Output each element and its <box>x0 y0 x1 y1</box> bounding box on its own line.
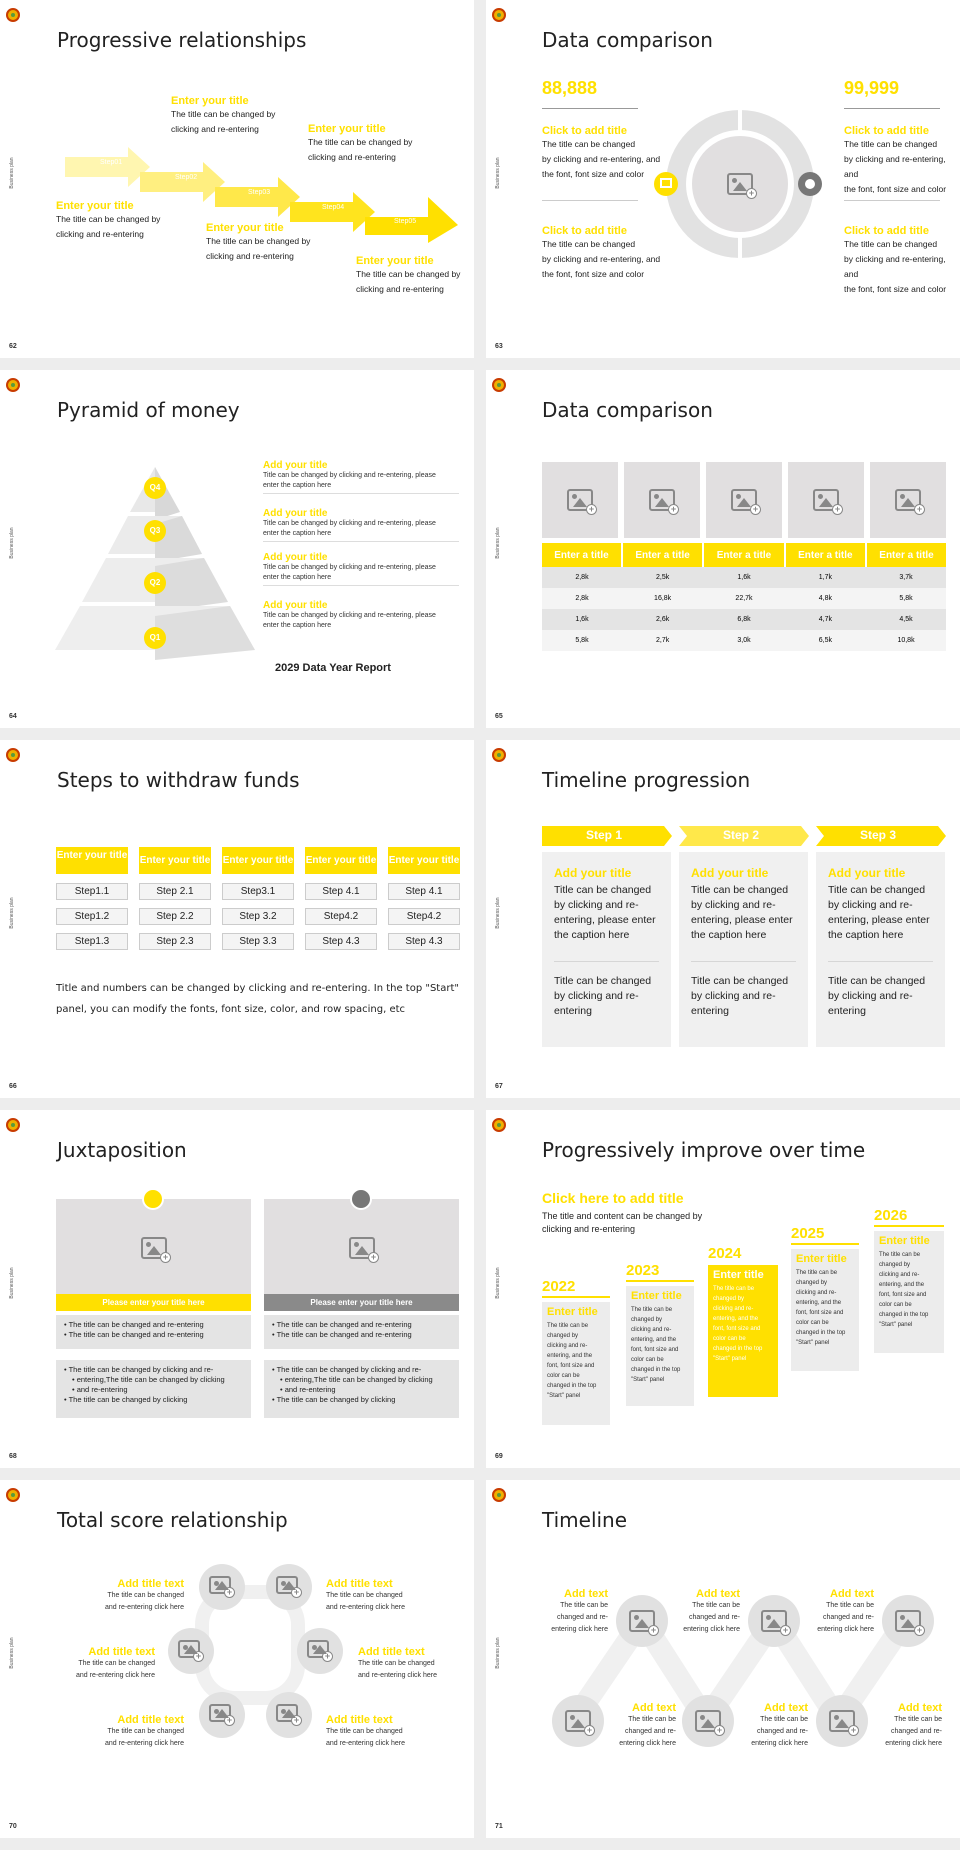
page-number: 68 <box>9 1453 17 1460</box>
slide-64[interactable] <box>0 370 474 728</box>
image-placeholder[interactable] <box>882 1595 934 1647</box>
slide-68[interactable] <box>0 1110 474 1468</box>
image-placeholder[interactable] <box>168 1628 214 1674</box>
logo-icon <box>492 378 506 392</box>
step-cell: Step 3.2 <box>222 908 294 925</box>
image-icon: + <box>895 1610 921 1632</box>
year-column: 2024 Enter title The title can be changed by clicking and re- entering, and the font, font size and color can be changed in the top "Start" panel <box>708 1245 778 1397</box>
step-text: Enter your title The title can be changed by clicking and re-entering <box>356 255 461 294</box>
image-placeholder[interactable] <box>748 1595 800 1647</box>
slide-65[interactable] <box>486 370 960 728</box>
side-label: Business plan <box>9 527 15 559</box>
level-text: Add your title Title can be changed by clicking and re-entering, please enter the caption here <box>263 600 436 629</box>
image-icon: + <box>731 489 757 511</box>
step-cell: Step 4.3 <box>388 933 460 950</box>
arrow-label: Step03 <box>248 189 271 196</box>
image-icon: + <box>209 1576 231 1594</box>
chart-icon <box>654 172 678 196</box>
level-badge: Q3 <box>144 520 166 542</box>
step-cell: Step 2.3 <box>139 933 211 950</box>
image-placeholder[interactable] <box>788 462 864 538</box>
page-number: 65 <box>495 713 503 720</box>
slide-69[interactable] <box>486 1110 960 1468</box>
table-row: 2,8k 2,5k 1,6k 1,7k 3,7k <box>542 567 946 588</box>
clock-icon <box>350 1188 372 1210</box>
image-icon: + <box>649 489 675 511</box>
chart-icon <box>142 1188 164 1210</box>
image-icon: + <box>829 1710 855 1732</box>
divider <box>542 200 638 201</box>
image-icon: + <box>349 1237 375 1259</box>
slide-70[interactable] <box>0 1480 474 1838</box>
side-label: Business plan <box>495 527 501 559</box>
image-icon: + <box>727 173 753 195</box>
step-cell: Step1.2 <box>56 908 128 925</box>
image-icon: + <box>276 1576 298 1594</box>
description: The title and content can be changed by clicking and re-entering <box>542 1211 703 1234</box>
slide-title: Progressive relationships <box>57 28 307 52</box>
side-label: Business plan <box>495 897 501 929</box>
step-cell: Step 3.3 <box>222 933 294 950</box>
table-header: Enter a title Enter a title Enter a title Enter a title Enter a title <box>542 543 946 567</box>
side-label: Business plan <box>495 1637 501 1669</box>
level-badge: Q1 <box>144 627 166 649</box>
slide-66[interactable] <box>0 740 474 1098</box>
image-placeholder[interactable] <box>266 1564 312 1610</box>
image-placeholder[interactable] <box>706 462 782 538</box>
panel-title-bar[interactable]: Please enter your title here <box>56 1294 251 1311</box>
image-icon: + <box>209 1704 231 1722</box>
arrow-label: Step01 <box>100 159 123 166</box>
step-cell: Step1.1 <box>56 883 128 900</box>
step-text: Enter your title The title can be changed by clicking and re-entering <box>308 123 413 162</box>
item-text: Add title text The title can be changed and re-entering click here <box>105 1714 184 1747</box>
step-text: Enter your title The title can be changed by clicking and re-entering <box>171 95 276 134</box>
right-value: 99,999 <box>844 78 900 98</box>
subtitle: Click here to add title <box>542 1190 684 1206</box>
slide-62[interactable] <box>0 0 474 358</box>
arrow-step01 <box>65 147 150 187</box>
divider <box>542 108 638 109</box>
year-column: 2026 Enter title The title can be changed by clicking and re- entering, and the font, font size and color can be changed in the top "Start" panel <box>874 1207 944 1353</box>
step-header[interactable]: Enter your title <box>139 847 211 874</box>
image-icon: + <box>895 489 921 511</box>
side-label: Business plan <box>9 157 15 189</box>
arrow-label: Step05 <box>394 218 417 225</box>
slide-title: Timeline progression <box>542 768 751 792</box>
divider <box>844 200 940 201</box>
image-placeholder[interactable] <box>616 1595 668 1647</box>
side-label: Business plan <box>495 157 501 189</box>
step-card: Add your title Title can be changed by clicking and re- entering, please enter the caption here Title can be changed by clicking and re- entering <box>542 852 671 1047</box>
step-header[interactable]: Enter your title <box>222 847 294 874</box>
page-number: 69 <box>495 1453 503 1460</box>
image-icon: + <box>813 489 839 511</box>
text-block: Click to add title The title can be changed by clicking and re-entering, and the font, font size and color <box>542 125 661 179</box>
step-text: Enter your title The title can be changed by clicking and re-entering <box>56 200 161 239</box>
step-cell: Step1.3 <box>56 933 128 950</box>
image-placeholder[interactable] <box>266 1692 312 1738</box>
step-cell: Step 4.1 <box>388 883 460 900</box>
item-text: Add title text The title can be changed and re-entering click here <box>105 1578 184 1611</box>
slide-title: Progressively improve over time <box>542 1138 866 1162</box>
page-number: 71 <box>495 1823 503 1830</box>
item-text: Add text The title can be changed and re- entering click here <box>683 1588 740 1633</box>
slide-63[interactable] <box>486 0 960 358</box>
step-text: Enter your title The title can be changed by clicking and re-entering <box>206 222 311 261</box>
level-text: Add your title Title can be changed by clicking and re-entering, please enter the caption here <box>263 552 459 586</box>
page-number: 62 <box>9 343 17 350</box>
logo-icon <box>492 1488 506 1502</box>
caption: 2029 Data Year Report <box>275 662 391 674</box>
step-cell: Step4.2 <box>305 908 377 925</box>
step-cell: Step 2.1 <box>139 883 211 900</box>
slide-title: Pyramid of money <box>57 398 240 422</box>
step-header[interactable]: Enter your title <box>305 847 377 874</box>
step-cell: Step3.1 <box>222 883 294 900</box>
image-icon: + <box>629 1610 655 1632</box>
page-number: 66 <box>9 1083 17 1090</box>
slide-title: Steps to withdraw funds <box>57 768 300 792</box>
step-cell: Step 2.2 <box>139 908 211 925</box>
item-text: Add title text The title can be changed and re-entering click here <box>76 1646 155 1679</box>
side-label: Business plan <box>9 1267 15 1299</box>
arrow-label: Step02 <box>175 174 198 181</box>
text-block: Click to add title The title can be changed by clicking and re-entering, and the font, font size and color <box>542 225 661 279</box>
year-column: 2022 Enter title The title can be changed by clicking and re- entering, and the font, font size and color can be changed in the top "Start" panel <box>542 1278 610 1425</box>
divider <box>844 108 940 109</box>
text-block: Click to add title The title can be changed by clicking and re-entering, and the font, font size and color <box>844 225 947 294</box>
image-icon: + <box>307 1640 329 1658</box>
table-row: 1,6k 2,6k 6,8k 4,7k 4,5k <box>542 609 946 630</box>
table-row: 5,8k 2,7k 3,0k 6,5k 10,8k <box>542 630 946 651</box>
item-text: Add title text The title can be changed and re-entering click here <box>326 1578 405 1611</box>
level-text: Add your title Title can be changed by clicking and re-entering, please enter the caption here <box>263 508 459 542</box>
image-icon: + <box>761 1610 787 1632</box>
step-cell: Step4.2 <box>388 908 460 925</box>
image-icon: + <box>567 489 593 511</box>
page-number: 67 <box>495 1083 503 1090</box>
item-text: Add title text The title can be changed and re-entering click here <box>358 1646 437 1679</box>
image-placeholder[interactable] <box>199 1692 245 1738</box>
data-table <box>542 543 946 651</box>
item-text: Add text The title can be changed and re- entering click here <box>817 1588 874 1633</box>
image-icon: + <box>178 1640 200 1658</box>
image-icon: + <box>141 1237 167 1259</box>
image-placeholder[interactable] <box>552 1695 604 1747</box>
slide-71[interactable] <box>486 1480 960 1838</box>
image-placeholder[interactable] <box>297 1628 343 1674</box>
side-label: Business plan <box>9 897 15 929</box>
slide-title: Data comparison <box>542 398 713 422</box>
page-number: 64 <box>9 713 17 720</box>
image-placeholder[interactable] <box>264 1199 459 1294</box>
item-text: Add text The title can be changed and re- entering click here <box>619 1702 676 1747</box>
bullet-list: • The title can be changed and re-entering • The title can be changed and re-entering <box>264 1315 459 1349</box>
step-label: Step 3 <box>859 828 896 842</box>
note: Title and numbers can be changed by clicking and re-entering. In the top "Start" panel, you can modify the fonts, font size, color, and row spacing, etc <box>56 983 459 1015</box>
slide-title: Timeline <box>542 1508 628 1532</box>
item-text: Add text The title can be changed and re- entering click here <box>551 1588 608 1633</box>
image-placeholder[interactable] <box>692 136 788 232</box>
image-placeholder[interactable] <box>870 462 946 538</box>
logo-icon <box>6 1488 20 1502</box>
panel-title-bar[interactable]: Please enter your title here <box>264 1294 459 1311</box>
step-card: Add your title Title can be changed by clicking and re- entering, please enter the caption here Title can be changed by clicking and re- entering <box>816 852 945 1047</box>
logo-icon <box>6 1118 20 1132</box>
side-label: Business plan <box>495 1267 501 1299</box>
table-row: 2,8k 16,8k 22,7k 4,8k 5,8k <box>542 588 946 609</box>
page-number: 70 <box>9 1823 17 1830</box>
bullet-list: • The title can be changed by clicking and re- • entering,The title can be changed by clicking • and re-entering • The title can be changed by clicking <box>56 1360 251 1418</box>
image-icon: + <box>695 1710 721 1732</box>
slide-title: Juxtaposition <box>57 1138 187 1162</box>
step-label: Step 1 <box>585 828 622 842</box>
item-text: Add title text The title can be changed and re-entering click here <box>326 1714 405 1747</box>
image-icon: + <box>276 1704 298 1722</box>
text-block: Click to add title The title can be changed by clicking and re-entering, and the font, font size and color <box>844 125 947 194</box>
arrow-step03 <box>215 177 300 217</box>
image-placeholder[interactable] <box>816 1695 868 1747</box>
year-column: 2023 Enter title The title can be changed by clicking and re- entering, and the font, font size and color can be changed in the top "Start" panel <box>626 1262 694 1406</box>
item-text: Add text The title can be changed and re- entering click here <box>751 1702 808 1747</box>
year-column: 2025 Enter title The title can be changed by clicking and re- entering, and the font, font size and color can be changed in the top "Start" panel <box>791 1225 859 1371</box>
step-header[interactable]: Enter your title <box>388 847 460 874</box>
level-badge: Q2 <box>144 572 166 594</box>
arrow-label: Step04 <box>322 204 345 211</box>
level-text: Add your title Title can be changed by clicking and re-entering, please enter the caption here <box>263 460 459 494</box>
money-bag-icon <box>798 172 822 196</box>
left-value: 88,888 <box>542 78 598 98</box>
image-placeholder[interactable] <box>199 1564 245 1610</box>
image-placeholder[interactable] <box>56 1199 251 1294</box>
step-cell: Step 4.3 <box>305 933 377 950</box>
step-header[interactable]: Enter your title <box>56 847 128 874</box>
bullet-list: • The title can be changed by clicking and re- • entering,The title can be changed by clicking • and re-entering • The title can be changed by clicking <box>264 1360 459 1418</box>
item-text: Add text The title can be changed and re- entering click here <box>885 1702 942 1747</box>
slide-title: Total score relationship <box>57 1508 288 1532</box>
side-label: Business plan <box>9 1637 15 1669</box>
logo-icon <box>6 8 20 22</box>
logo-icon <box>492 8 506 22</box>
level-badge: Q4 <box>144 477 166 499</box>
slide-title: Data comparison <box>542 28 713 52</box>
step-label: Step 2 <box>722 828 759 842</box>
step-cell: Step 4.1 <box>305 883 377 900</box>
logo-icon <box>492 1118 506 1132</box>
step-card: Add your title Title can be changed by clicking and re- entering, please enter the caption here Title can be changed by clicking and re- entering <box>679 852 808 1047</box>
slide-67[interactable] <box>486 740 960 1098</box>
bullet-list: • The title can be changed and re-entering • The title can be changed and re-entering <box>56 1315 251 1349</box>
image-icon: + <box>565 1710 591 1732</box>
logo-icon <box>6 748 20 762</box>
image-placeholder[interactable] <box>624 462 700 538</box>
logo-icon <box>6 378 20 392</box>
image-placeholder[interactable] <box>542 462 618 538</box>
page-number: 63 <box>495 343 503 350</box>
arrow-step02 <box>140 162 225 202</box>
image-placeholder[interactable] <box>682 1695 734 1747</box>
logo-icon <box>492 748 506 762</box>
